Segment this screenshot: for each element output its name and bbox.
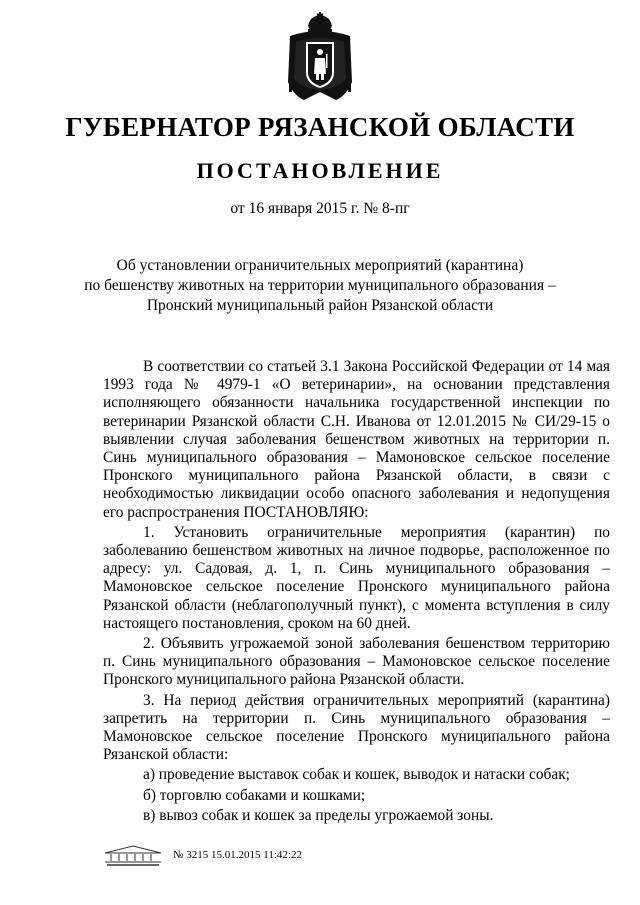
subclause-b: б) торговлю собаками и кошками;: [143, 786, 366, 804]
document-date-number: от 16 января 2015 г. № 8-пг: [230, 200, 410, 217]
subject-line: по бешенству животных на территории муниципального образования –: [84, 277, 556, 294]
clause-3: 3. На период действия ограничительных мероприятий (карантина) запретить на территории п. Синь муниципального образования – Мамоновское сельское поселение Пронского муниципального района Рязанской области:: [103, 691, 610, 764]
subclause-c: в) вывоз собак и кошек за пределы угрожаемой зоны.: [143, 806, 494, 824]
clause-2: 2. Объявить угрожаемой зоной заболевания бешенством территорию п. Синь муниципального образования – Мамоновское сельское поселение Пронского муниципального района Рязанской области.: [103, 635, 610, 689]
document-type: ПОСТАНОВЛЕНИЕ: [196, 158, 444, 183]
registration-footer: [103, 845, 503, 867]
subclause-a: а) проведение выставок собак и кошек, выводок и натаски собак;: [143, 766, 570, 784]
registration-mark: № 3215 15.01.2015 11:42:22: [173, 849, 302, 861]
document-body: [103, 358, 610, 825]
subject-line: Об установлении ограничительных мероприятий (карантина): [116, 257, 524, 274]
document-subject: [60, 256, 580, 316]
subject-line: Пронский муниципальный район Рязанской области: [146, 297, 494, 314]
preamble-paragraph: В соответствии со статьей 3.1 Закона Российской Федерации от 14 мая 1993 года № 4979-1 «О ветеринарии», на основании представления исполняющего обязанности начальника государственной инспекции по ветеринарии Рязанской области С.Н. Иванова от 12.01.2015 № СИ/29-15 о выявлении случая заболевания бешенством животных на территории п. Синь муниципального образования – Мамоновское сельское поселение Пронского муниципального района Рязанской области, в связи с необходимостью ликвидации особо опасного заболевания и недопущения его распространения ПОСТАНОВЛЯЮ:: [103, 358, 610, 521]
government-building-stamp-icon: [103, 845, 163, 867]
issuing-authority: ГУБЕРНАТОР РЯЗАНСКОЙ ОБЛАСТИ: [65, 112, 575, 142]
clause-1: 1. Установить ограничительные мероприятия (карантин) по заболеванию бешенством животных на личное подворье, расположенное по адресу: ул. Садовая, д. 1, п. Синь муниципального образования – Мамоновское сельское поселение Пронского муниципального района Рязанской области (неблагополучный пункт), с момента вступления в силу настоящего постановления, сроком на 60 дней.: [103, 523, 610, 632]
coat-of-arms-icon: [286, 12, 354, 104]
